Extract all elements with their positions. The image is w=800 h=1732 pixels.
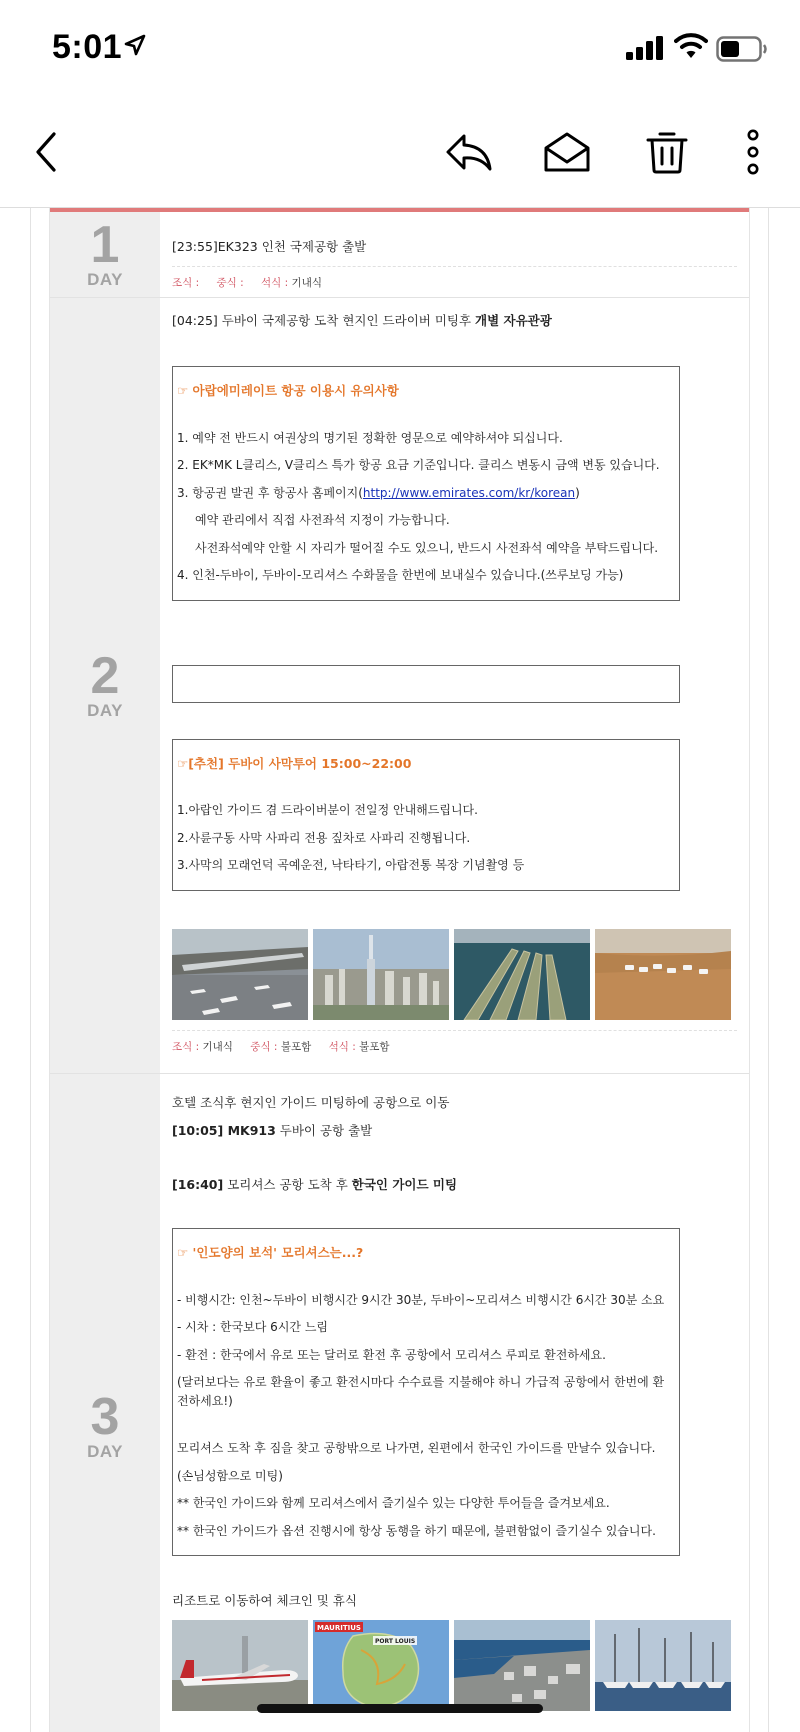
day-row-1 (50, 212, 749, 298)
meal-key: 중식 : (250, 1040, 278, 1053)
desert-safari-photo (595, 929, 731, 1020)
airplane-photo (172, 1620, 308, 1711)
status-bar (0, 0, 800, 100)
day-number: 1 (90, 215, 120, 274)
day-label (50, 298, 160, 1073)
notice-box-emirates (172, 366, 680, 601)
notice-line: 예약 관리에서 직접 사전좌석 지정이 가능합니다. (195, 513, 450, 527)
day-label (50, 1074, 160, 1732)
palm-island-photo (454, 929, 590, 1020)
notice-title: ☞ '인도양의 보석' 모리셔스는...? (177, 1245, 364, 1260)
notice-line: ** 한국인 가이드가 옵션 진행시에 항상 동행을 하기 때문에, 불편함없이 즐기실수 있습니다. (177, 1523, 656, 1538)
day-body (160, 212, 749, 297)
schedule-line (172, 312, 737, 330)
meal-key: 중식 : (216, 277, 244, 289)
page-edge (30, 208, 31, 1732)
day-number: 3 (90, 1388, 120, 1446)
notice-text: ) (575, 485, 580, 500)
notice-box-mauritius (172, 1228, 680, 1556)
mail-toolbar (0, 100, 800, 208)
page-edge (768, 208, 769, 1732)
day-word: DAY (87, 700, 123, 720)
meal-value: 기내식 (202, 1040, 233, 1053)
meal-key: 석식 : (328, 1040, 356, 1053)
cellular-signal-icon (626, 36, 664, 60)
notice-line: 2.사륜구동 사막 사파리 전용 짚차로 사파리 진행됩니다. (177, 830, 471, 845)
day-number: 2 (90, 646, 120, 705)
map-title: MAURITIUS (317, 1624, 361, 1632)
port-aerial-photo (454, 1620, 590, 1711)
notice-line: 1. 예약 전 반드시 여권상의 명기된 정확한 영문으로 예약하셔야 되십니다. (177, 430, 563, 445)
photo-strip (172, 929, 737, 1020)
notice-box-desert-tour (172, 739, 680, 891)
photo-strip (172, 1620, 737, 1711)
more-vertical-icon[interactable] (740, 126, 766, 178)
schedule-emphasis: [10:05] MK913 (172, 1123, 276, 1138)
marina-photo (595, 1620, 731, 1711)
meals-line (172, 266, 737, 290)
schedule-text: 모리셔스 공항 도착 후 (223, 1177, 352, 1192)
location-arrow-icon (124, 34, 146, 56)
back-chevron-icon[interactable] (30, 126, 64, 178)
empty-box (172, 665, 680, 703)
notice-line: - 시차 : 한국보다 6시간 느림 (177, 1320, 329, 1334)
map-city: PORT LOUIS (375, 1638, 416, 1645)
notice-line (177, 480, 675, 508)
meal-value: 기내식 (291, 277, 322, 289)
notice-line: 모리셔스 도착 후 짐을 찾고 공항밖으로 나가면, 왼편에서 한국인 가이드를 만날수 있습니다. (177, 1441, 656, 1455)
envelope-open-icon[interactable] (542, 126, 592, 178)
notice-line: 3.사막의 모래언덕 곡예운전, 낙타타기, 아랍전통 복장 기념촬영 등 (177, 858, 525, 872)
meal-key: 석식 : (261, 277, 289, 289)
notice-line: 1.아랍인 가이드 겸 드라이버분이 전일정 안내해드립니다. (177, 803, 478, 817)
notice-text: 3. 항공권 발권 후 항공사 홈페이지( (177, 485, 363, 500)
dubai-city-photo (313, 929, 449, 1020)
day-body (160, 1074, 749, 1732)
home-indicator[interactable] (257, 1704, 543, 1713)
day-label (50, 212, 160, 297)
day-row-3 (50, 1074, 749, 1732)
email-body[interactable] (0, 208, 800, 1732)
meal-value: 불포함 (280, 1040, 312, 1053)
meal-key: 조식 : (172, 277, 200, 289)
day-word: DAY (87, 1442, 123, 1461)
schedule-line: 호텔 조식후 현지인 가이드 미팅하에 공항으로 이동 (172, 1095, 450, 1110)
airport-photo (172, 929, 308, 1020)
notice-line: 사전좌석예약 안할 시 자리가 떨어질 수도 있으니, 반드시 사전좌석 예약을 부탁드립니다. (195, 540, 659, 555)
notice-line: 2. EK*MK L클리스, V클리스 특가 항공 요금 기준입니다. 클리스 변동시 금액 변동 있습니다. (177, 458, 660, 472)
trash-icon[interactable] (642, 126, 692, 178)
status-time: 5:01 (52, 28, 123, 66)
day-word: DAY (87, 269, 123, 289)
notice-title: ☞ 아랍에미레이트 항공 이용시 유의사항 (177, 383, 399, 398)
wifi-icon (674, 32, 708, 60)
schedule-text: [04:25] 두바이 국제공항 도착 현지인 드라이버 미팅후 (172, 313, 476, 328)
notice-line: - 비행시간: 인천~두바이 비행시간 9시간 30분, 두바이~모리셔스 비행시간 6시간 30분 소요 (177, 1292, 665, 1307)
notice-title: ☞[추천] 두바이 사막투어 15:00~22:00 (177, 755, 412, 771)
emirates-link[interactable]: http://www.emirates.com/kr/korean (362, 485, 576, 500)
schedule-emphasis: 한국인 가이드 미팅 (351, 1177, 458, 1192)
day-row-2 (50, 298, 749, 1074)
notice-line: 4. 인천-두바이, 두바이-모리셔스 수화물을 한번에 보내실수 있습니다.(쓰루보딩 가능) (177, 568, 624, 582)
notice-line: (달러보다는 유로 환율이 좋고 환전시마다 수수료를 지불해야 하니 가급적 공항에서 한번에 환전하세요!) (177, 1375, 665, 1408)
notice-line: - 환전 : 한국에서 유로 또는 달러로 환전 후 공항에서 모리셔스 루피로 환전하세요. (177, 1347, 606, 1362)
meal-value: 불포함 (359, 1040, 390, 1053)
reply-icon[interactable] (444, 126, 494, 178)
notice-line: (손님성함으로 미팅) (177, 1468, 283, 1483)
schedule-line: 리조트로 이동하여 체크인 및 휴식 (172, 1593, 357, 1608)
schedule-emphasis: 개별 자유관광 (475, 313, 552, 328)
meals-line (172, 1030, 737, 1054)
notice-line: ** 한국인 가이드와 함께 모리셔스에서 즐기실수 있는 다양한 투어들을 즐겨보세요. (177, 1496, 610, 1510)
schedule-emphasis: [16:40] (172, 1177, 224, 1192)
schedule-line (172, 1122, 737, 1140)
schedule-line: [23:55]EK323 인천 국제공항 출발 (172, 239, 367, 254)
day-body (160, 298, 749, 1073)
itinerary-table (49, 208, 750, 1732)
mauritius-map-image (313, 1620, 449, 1711)
schedule-text: 두바이 공항 출발 (275, 1123, 373, 1138)
meal-key: 조식 : (172, 1040, 200, 1053)
battery-icon (716, 36, 768, 62)
schedule-line (172, 1176, 737, 1194)
